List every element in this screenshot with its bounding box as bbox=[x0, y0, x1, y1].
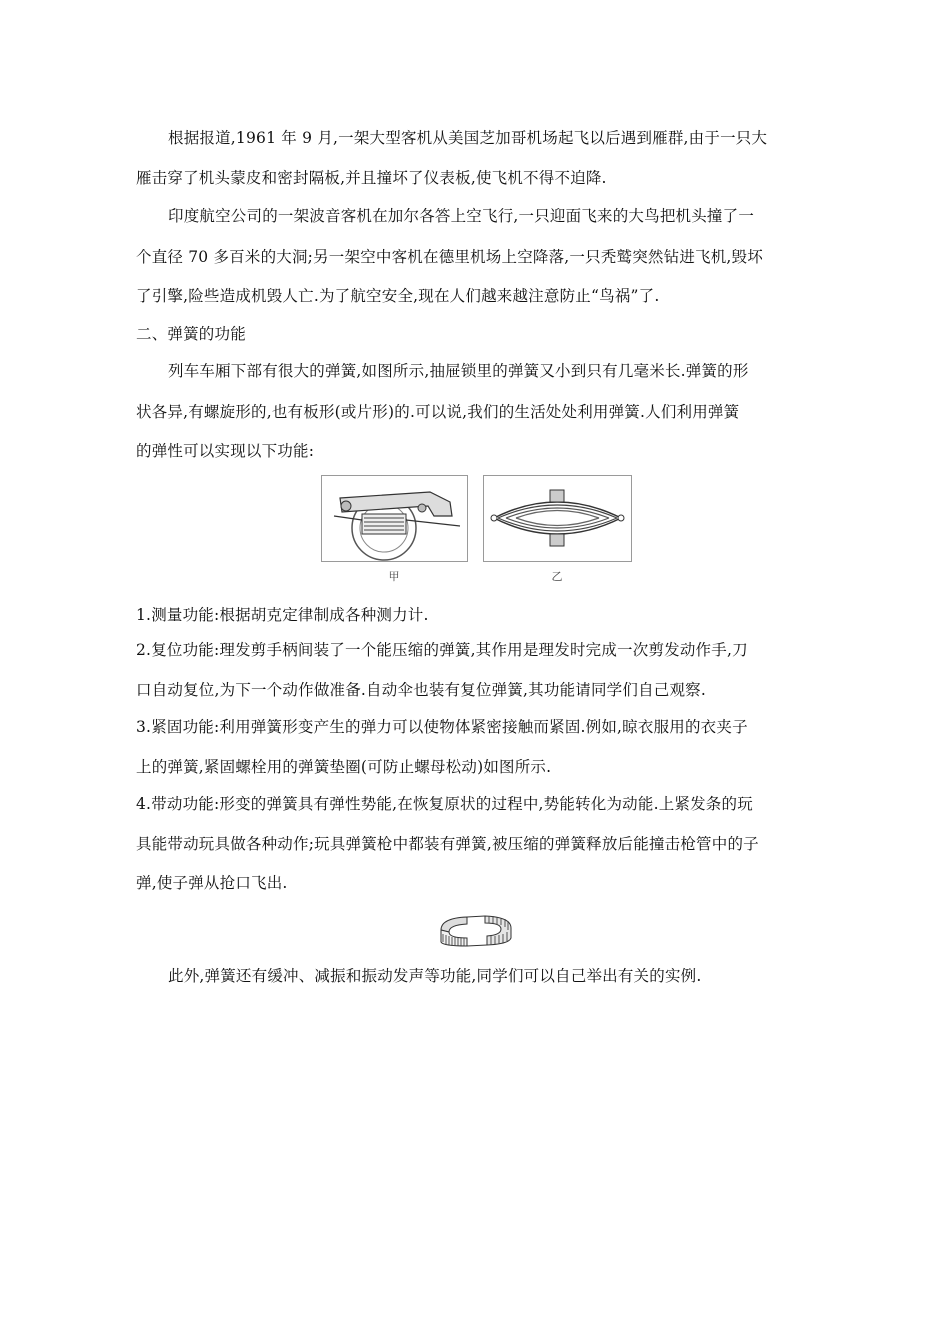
paragraph-2-line-3: 了引擎,险些造成机毁人亡.为了航空安全,现在人们越来越注意防止“鸟祸”了. bbox=[136, 287, 660, 305]
item-1: 1.测量功能:根据胡克定律制成各种测力计. bbox=[136, 606, 429, 624]
paragraph-3-line-3: 的弹性可以实现以下功能: bbox=[136, 442, 315, 460]
train-spring-illustration bbox=[322, 476, 467, 561]
figure-train-spring bbox=[321, 475, 468, 562]
figure-leaf-spring bbox=[483, 475, 632, 562]
paragraph-2-line-1: 印度航空公司的一架波音客机在加尔各答上空飞行,一只迎面飞来的大鸟把机头撞了一 bbox=[168, 207, 755, 225]
item-4-line-3: 弹,使子弹从抢口飞出. bbox=[136, 874, 288, 892]
item-4-line-2: 具能带动玩具做各种动作;玩具弹簧枪中都装有弹簧,被压缩的弹簧释放后能撞击枪管中的子 bbox=[136, 835, 759, 853]
item-2-line-2: 口自动复位,为下一个动作做准备.自动伞也装有复位弹簧,其功能请同学们自己观察. bbox=[136, 681, 707, 699]
closing-paragraph: 此外,弹簧还有缓冲、减振和振动发声等功能,同学们可以自己举出有关的实例. bbox=[168, 967, 702, 985]
figure-caption-a: 甲 bbox=[388, 570, 400, 583]
item-3-line-1: 3.紧固功能:利用弹簧形变产生的弹力可以使物体紧密接触而紧固.例如,晾衣服用的衣夹子 bbox=[136, 718, 748, 736]
paragraph-1-line-2: 雁击穿了机头蒙皮和密封隔板,并且撞坏了仪表板,使飞机不得不迫降. bbox=[136, 169, 607, 187]
item-4-line-1: 4.带动功能:形变的弹簧具有弹性势能,在恢复原状的过程中,势能转化为动能.上紧发条的玩 bbox=[136, 795, 753, 813]
figure-caption-b: 乙 bbox=[551, 570, 563, 583]
section-heading: 二、弹簧的功能 bbox=[136, 325, 246, 343]
paragraph-2-line-2: 个直径 70 多百米的大洞;另一架空中客机在德里机场上空降落,一只秃鹫突然钻进飞机,毁坏 bbox=[136, 248, 763, 266]
item-3-line-2: 上的弹簧,紧固螺栓用的弹簧垫圈(可防止螺母松动)如图所示. bbox=[136, 758, 552, 776]
paragraph-3-line-1: 列车车厢下部有很大的弹簧,如图所示,抽屉锁里的弹簧又小到只有几毫米长.弹簧的形 bbox=[168, 362, 749, 380]
paragraph-3-line-2: 状各异,有螺旋形的,也有板形(或片形)的.可以说,我们的生活处处利用弹簧.人们利用弹簧 bbox=[136, 403, 740, 421]
item-2-line-1: 2.复位功能:理发剪手柄间装了一个能压缩的弹簧,其作用是理发时完成一次剪发动作手,刀 bbox=[136, 641, 748, 659]
leaf-spring-illustration bbox=[484, 476, 631, 561]
spring-washer-illustration bbox=[437, 912, 515, 950]
paragraph-1-line-1: 根据报道,1961 年 9 月,一架大型客机从美国芝加哥机场起飞以后遇到雁群,由于一只大 bbox=[168, 129, 768, 147]
